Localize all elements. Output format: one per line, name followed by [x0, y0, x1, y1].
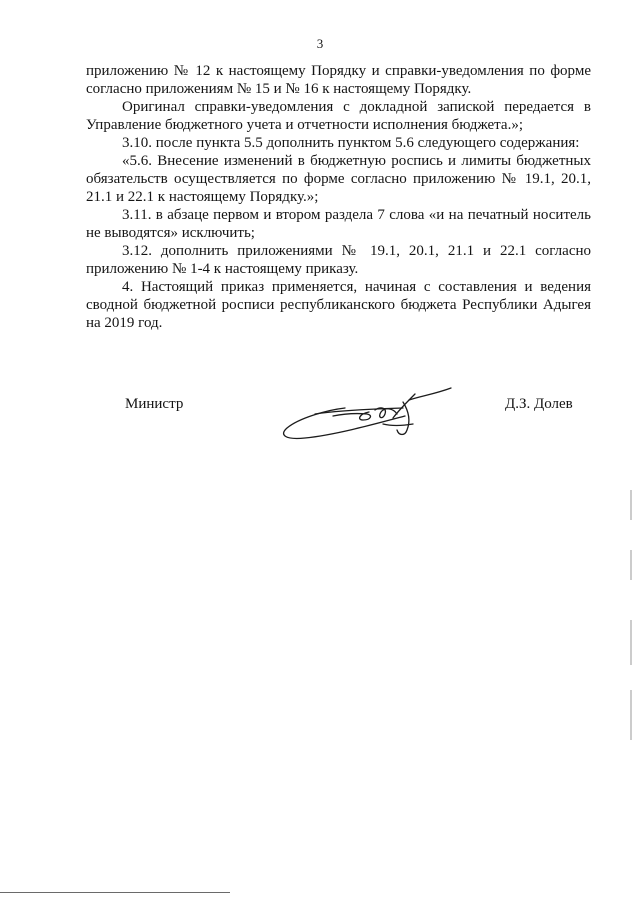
text-line: Оригинал справки-уведомления с докладной запиской передается в: [122, 99, 591, 115]
text-line: приложению № 1-4 к настоящему приказу.: [86, 261, 359, 277]
signatory-title: Министр: [125, 396, 184, 412]
text-line: «5.6. Внесение изменений в бюджетную роспись и лимиты бюджетных: [122, 153, 591, 169]
text-line: 4. Настоящий приказ применяется, начиная с составления и ведения: [122, 279, 591, 295]
paragraph-4: [86, 278, 591, 332]
document-body: [86, 62, 591, 332]
paragraph-3-10: [86, 134, 591, 152]
text-line: 3.11. в абзаце первом и втором раздела 7 слова «и на печатный носитель: [122, 207, 591, 223]
text-line: согласно приложениям № 15 и № 16 к настоящему Порядку.: [86, 81, 472, 97]
text-line: обязательств осуществляется по форме согласно приложению № 19.1, 20.1,: [86, 171, 591, 187]
text-line: сводной бюджетной росписи республиканского бюджета Республики Адыгея: [86, 297, 591, 313]
text-line: 21.1 и 22.1 к настоящему Порядку.»;: [86, 189, 319, 205]
signatory-name: Д.З. Долев: [505, 396, 573, 412]
paragraph-original-notice: [86, 98, 591, 134]
text-line: на 2019 год.: [86, 315, 163, 331]
paragraph-3-12: [86, 242, 591, 278]
text-line: приложению № 12 к настоящему Порядку и справки-уведомления по форме: [86, 63, 591, 79]
signature-block: [0, 380, 640, 460]
paragraph-3-11: [86, 206, 591, 242]
scan-edge-marks: [628, 490, 634, 740]
text-line: Управление бюджетного учета и отчетности исполнения бюджета.»;: [86, 117, 523, 133]
text-line: 3.10. после пункта 5.5 дополнить пунктом 5.6 следующего содержания:: [122, 135, 580, 151]
paragraph-5-6: [86, 152, 591, 206]
handwritten-signature: [275, 380, 465, 450]
text-line: не выводятся» исключить;: [86, 225, 255, 241]
text-line: 3.12. дополнить приложениями № 19.1, 20.1, 21.1 и 22.1 согласно: [122, 243, 591, 259]
paragraph-continuation: [86, 62, 591, 98]
bottom-edge-line: [0, 892, 230, 893]
page-number: 3: [316, 36, 324, 51]
